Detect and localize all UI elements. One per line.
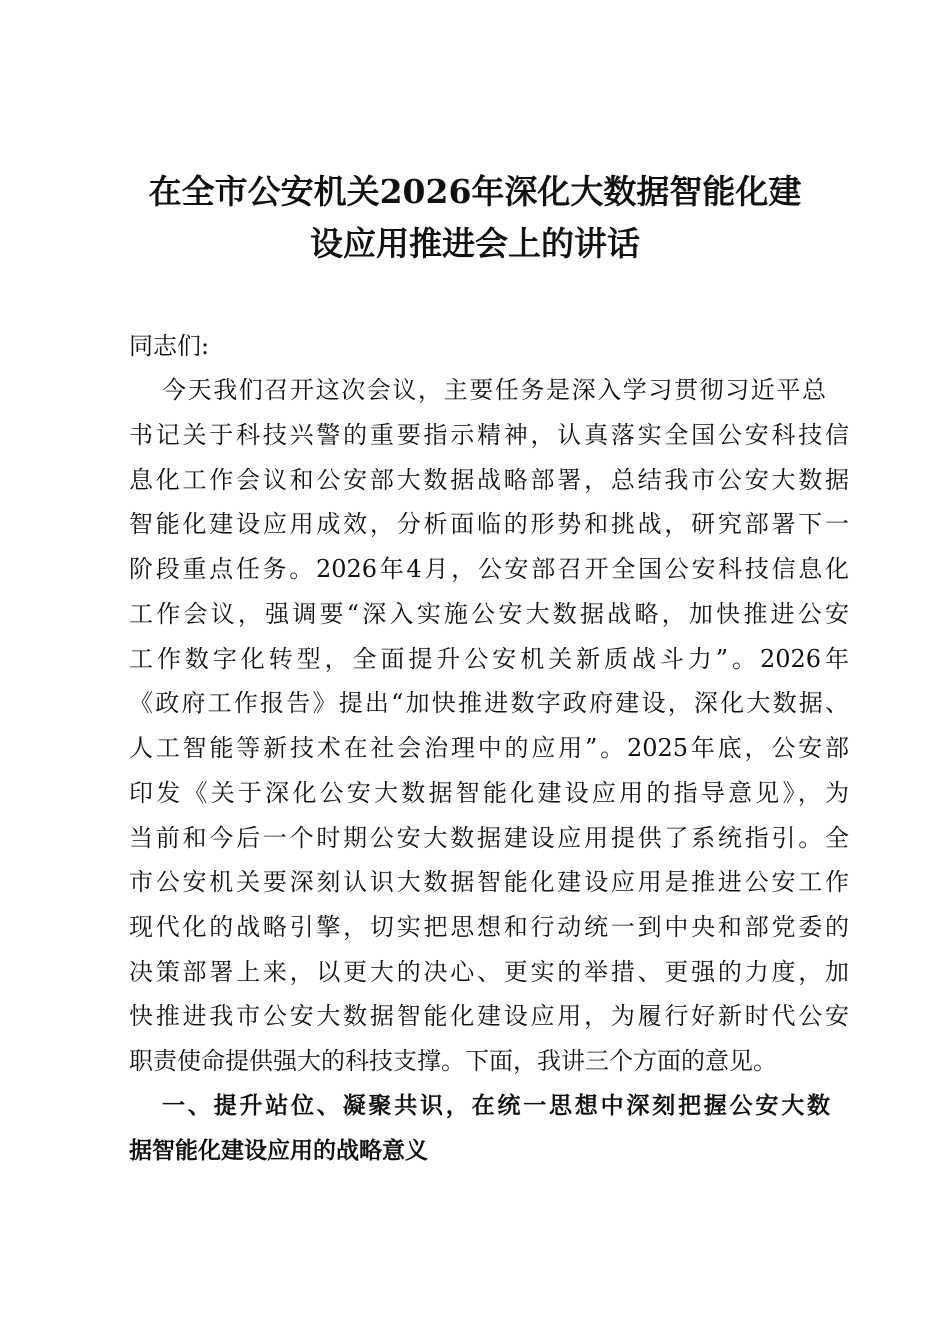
paragraph-1-line: 工作会议，强调要“深入实施公安大数据战略，加快推进公安	[129, 600, 849, 628]
paragraph-1-line: 《政府工作报告》提出“加快推进数字政府建设，深化大数据、	[129, 689, 849, 717]
paragraph-1-line: 今天我们召开这次会议，主要任务是深入学习贯彻习近平总	[162, 376, 826, 404]
paragraph-1-line: 快推进我市公安大数据智能化建设应用，为履行好新时代公安	[129, 1002, 849, 1030]
salutation: 同志们:	[129, 332, 210, 360]
document-title-line-1: 在全市公安机关2026年深化大数据智能化建	[148, 172, 802, 211]
paragraph-1-line: 阶段重点任务。2026年4月，公安部召开全国公安科技信息化	[129, 555, 849, 583]
paragraph-1-line: 当前和今后一个时期公安大数据建设应用提供了系统指引。全	[129, 824, 849, 852]
paragraph-1-line: 工作数字化转型，全面提升公安机关新质战斗力”。2026年	[129, 645, 849, 673]
paragraph-1-line: 人工智能等新技术在社会治理中的应用”。2025年底，公安部	[129, 734, 849, 762]
document-title-line-2: 设应用推进会上的讲话	[310, 224, 640, 263]
paragraph-1-line: 书记关于科技兴警的重要指示精神，认真落实全国公安科技信	[129, 421, 849, 449]
paragraph-1-line: 决策部署上来，以更大的决心、更实的举措、更强的力度，加	[129, 958, 849, 986]
paragraph-1-line: 印发《关于深化公安大数据智能化建设应用的指导意见》，为	[129, 779, 849, 807]
paragraph-1-line: 智能化建设应用成效，分析面临的形势和挑战，研究部署下一	[129, 510, 849, 538]
section-1-heading-line-2: 据智能化建设应用的战略意义	[129, 1138, 428, 1164]
paragraph-1-line: 现代化的战略引擎，切实把思想和行动统一到中央和部党委的	[129, 913, 849, 941]
paragraph-1-line: 息化工作会议和公安部大数据战略部署，总结我市公安大数据	[129, 466, 849, 494]
paragraph-1-line: 职责使命提供强大的科技支撑。下面，我讲三个方面的意见。	[129, 1047, 777, 1075]
section-1-heading-line-1: 一、提升站位、凝聚共识，在统一思想中深刻把握公安大数	[162, 1093, 830, 1119]
paragraph-1-line: 市公安机关要深刻认识大数据智能化建设应用是推进公安工作	[129, 868, 849, 896]
